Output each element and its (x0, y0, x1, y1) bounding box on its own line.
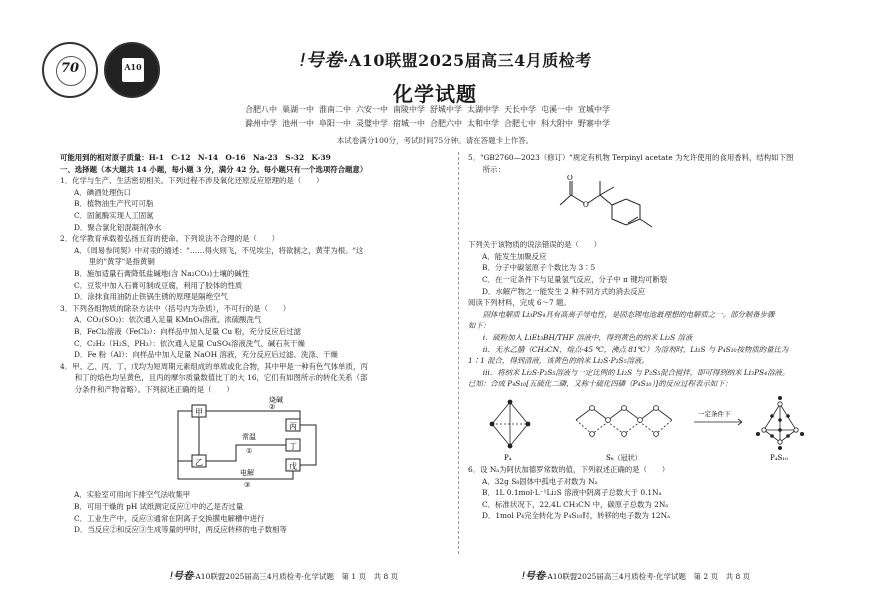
school: 滁州中学 (245, 119, 277, 128)
node-bing: 丙 (289, 422, 297, 432)
school: 科大附中 (541, 119, 573, 128)
option: C．C₂H₂（H₂S、PH₃）：依次通入足量 CuSO₄溶液洗气、碱石灰干燥 (74, 338, 305, 348)
footer-text: ·A10联盟2025届高三4月质检考·化学试题 第 1 页 共 8 页 (192, 572, 399, 581)
option: D．聚合氯化铝混凝剂净水 (74, 222, 162, 232)
school: 巢湖一中 (282, 105, 314, 114)
label-shaojian: 烧碱 (269, 396, 283, 405)
p4s10-molecule (764, 404, 796, 442)
node-ding: 丁 (289, 442, 297, 452)
school-list (245, 103, 645, 131)
label-p4: P₄ (504, 453, 512, 462)
question-5-stem: 下列关于该物质的说法错误的是（ ） (468, 240, 602, 250)
brand-mark: ǃ号卷 (300, 50, 343, 71)
option: B．分子中碳氢原子个数比为 3∶5 (482, 263, 596, 273)
material-line: iii．将纳米 Li₂S·P₂S₅溶液与一定比例的 Li₂S 与 P₂S₅混合搅拌，即可得到纳米 Li₃PS₄溶液。 (468, 367, 790, 377)
option: A．32g S₈固体中孤电子对数为 Nₐ (482, 476, 598, 486)
option: C．标准状况下，22.4L CH₃CN 中，碳原子总数为 2Nₐ (482, 499, 669, 509)
label-dianjie: 电解 (240, 469, 254, 478)
left-column (60, 152, 448, 536)
option: A．《周易参同契》中对汞的描述："……得火则飞，不见埃尘，将欲制之，黄芽为根。"这 (74, 245, 364, 255)
footer-left (170, 567, 398, 582)
label-c2: ② (269, 403, 276, 412)
reaction-scheme (468, 390, 850, 464)
school: 舒城中学 (430, 105, 462, 114)
school: 灵璧中学 (356, 119, 388, 128)
option: A．实验室可用向下排空气法收集甲 (74, 490, 191, 500)
option: B．植物油生产代可可脂 (74, 199, 154, 209)
option: A．能发生加聚反应 (482, 251, 547, 261)
school: 池州一中 (282, 119, 314, 128)
material-line: 已知：合成 P₄S₁₀[五硫化二磷，又称十硫化四磷（P₄S₁₀）]的反应过程表示如下： (468, 379, 732, 389)
school: 太湖中学 (467, 105, 499, 114)
option: 里的"黄芽"是指黄铜 (74, 257, 155, 267)
label-changwen: 常温 (242, 433, 256, 442)
material-line: i．硫粉加入 LiEt₃BH/THF 溶液中，得到黄色的纳米 Li₂S 溶液 (468, 332, 693, 342)
footer-right (522, 567, 750, 582)
question-4-line: 和丁的焰色均呈黄色，且丙的摩尔质量数值比丁的大 16，它们有如图所示的转化关系（部 (60, 373, 368, 383)
question-5-line: 5．"GB2760—2023（修订）"规定有机物 Terpinyl acetate 为允许使用的食用香料，结构如下图 (468, 153, 794, 162)
option: D．涂抹食用油防止铁锅生锈的原理是隔绝空气 (74, 292, 228, 302)
option: B．FeCl₂溶液（FeCl₃）：向样品中加入足量 Cu 粉，充分反应后过滤 (74, 326, 301, 336)
option: A．碘酒处理伤口 (74, 187, 132, 197)
school: 宿城一中 (393, 119, 425, 128)
seal-number: 70 (60, 61, 80, 76)
school: 合肥六中 (430, 119, 462, 128)
exam-title-text: ·A10联盟2025届高三4月质检考 (342, 51, 592, 70)
atom-o-carbonyl: O (567, 175, 573, 183)
question-4-line: 分条件和产物省略）。下列叙述正确的是（ ） (60, 384, 234, 394)
arrow-label: 一定条件下 (698, 409, 731, 418)
label-s8: S₈（冠状） (606, 453, 642, 462)
option: C．豆浆中加入石膏可制成豆腐，利用了胶体的性质 (74, 280, 243, 290)
option: B．1L 0.1mol·L⁻¹Li₂S 溶液中阴离子总数大于 0.1Nₐ (482, 488, 662, 498)
question-6: 6．设 Nₐ为阿伏加德罗常数的值，下列叙述正确的是（ ） (468, 464, 670, 474)
school: 合肥七中 (504, 119, 536, 128)
conversion-diagram (60, 395, 448, 489)
terpinyl-acetate-structure (468, 175, 850, 239)
reading-intro: 阅读下列材料，完成 6～7 题。 (468, 298, 571, 308)
node-wu: 戊 (289, 462, 297, 472)
school: 野寨中学 (578, 119, 610, 128)
school-row-1 (245, 103, 645, 117)
option: B．可用干燥的 pH 试纸测定反应①中的乙是否过量 (74, 502, 244, 512)
exam-note: 本试卷满分100分，考试时间75分钟。请在答题卡上作答。 (336, 136, 534, 145)
right-column (468, 152, 850, 522)
option: C．在一定条件下与足量氢气反应，分子中 π 键均可断裂 (482, 274, 668, 284)
question-4-line: 4．甲、乙、丙、丁、戊均为短周期元素组成的单质或化合物，其中甲是一种有色气体单质，丙 (60, 361, 368, 371)
label-c3: ③ (244, 481, 251, 490)
question-3: 3．下列各组物质的除杂方法中（括号内为杂质），不可行的是（ ） (60, 303, 291, 313)
question-2: 2．化学教育承载着弘扬五育的使命。下列说法不合理的是（ ） (60, 234, 280, 244)
section-title: 一、选择题（本大题共 14 小题，每小题 3 分，满分 42 分。每小题只有一个选项符合题意） (60, 164, 368, 174)
school: 天长中学 (504, 105, 536, 114)
material-line: 如下： (468, 321, 491, 331)
school-row-2 (245, 117, 645, 131)
option: C．固氮酶实现人工固氮 (74, 210, 154, 220)
label-c1: ① (246, 447, 253, 456)
option: D．Fe 粉（Al）：向样品中加入足量 NaOH 溶液，充分反应后过滤、洗涤、干燥 (74, 350, 338, 360)
footer-brand: ǃ号卷 (170, 571, 193, 582)
option: D．1mol P₄完全转化为 P₄S₁₀时，转移的电子数为 12Nₐ (482, 511, 670, 521)
footer-brand: ǃ号卷 (522, 571, 545, 582)
option: D．当反应②和反应③生成等量的甲时，两反应转移的电子数相等 (74, 525, 287, 535)
option: B．施加适量石膏降低盐碱地(含 Na₂CO₃)土壤的碱性 (74, 268, 250, 278)
school: 屯溪一中 (541, 105, 573, 114)
material-line: 固体电解质 Li₃PS₄具有高离子导电性，是固态锂电池最理想的电解质之一。部分制备步骤 (468, 309, 775, 319)
option: C．工业生产中，反应③通常在阴离子交换膜电解槽中进行 (74, 513, 265, 523)
atomic-masses: 可能用到的相对原子质量：H-1 C-12 N-14 O-16 Na-23 S-32 K-39 (60, 153, 331, 162)
footer-text: ·A10联盟2025届高三4月质检考·化学试题 第 2 页 共 8 页 (544, 572, 751, 581)
seal-text: A10 (124, 62, 142, 72)
option: D．水解产物之一能发生 2 种不同方式的消去反应 (482, 286, 646, 296)
node-yi: 乙 (195, 458, 203, 468)
column-divider (458, 152, 459, 554)
node-jia: 甲 (195, 408, 203, 418)
question-5-line: 所示： (468, 164, 505, 174)
school: 淮南二中 (319, 105, 351, 114)
option: A．CO₂(SO₂)：依次通入足量 KMnO₄溶液、浓硫酸洗气 (74, 315, 262, 325)
material-line: ii．无水乙腈（CH₃CN，熔点-45 ℃，沸点 81℃）为溶剂时，Li₂S 与 P₄S₁₀按物质的量比为 (468, 344, 789, 354)
subject-title: 化学试题 (393, 82, 477, 106)
school: 太和中学 (467, 119, 499, 128)
atom-o-ester: O (583, 201, 589, 210)
p4-molecule (492, 402, 528, 446)
label-p4s10: P₄S₁₀ (770, 453, 788, 462)
school: 南陵中学 (393, 105, 425, 114)
exam-title (300, 46, 592, 72)
school: 合肥八中 (245, 105, 277, 114)
school: 宣城中学 (578, 105, 610, 114)
question-1: 1．化学与生产、生活密切相关。下列过程不涉及氧化还原反应原理的是（ ） (60, 176, 324, 186)
school: 六安一中 (356, 105, 388, 114)
s8-molecule (576, 408, 672, 434)
school: 阜阳一中 (319, 119, 351, 128)
material-line: 1∶1 混合，得到清液，该黄色的纳米 Li₂S·P₂S₅溶液。 (468, 356, 649, 366)
